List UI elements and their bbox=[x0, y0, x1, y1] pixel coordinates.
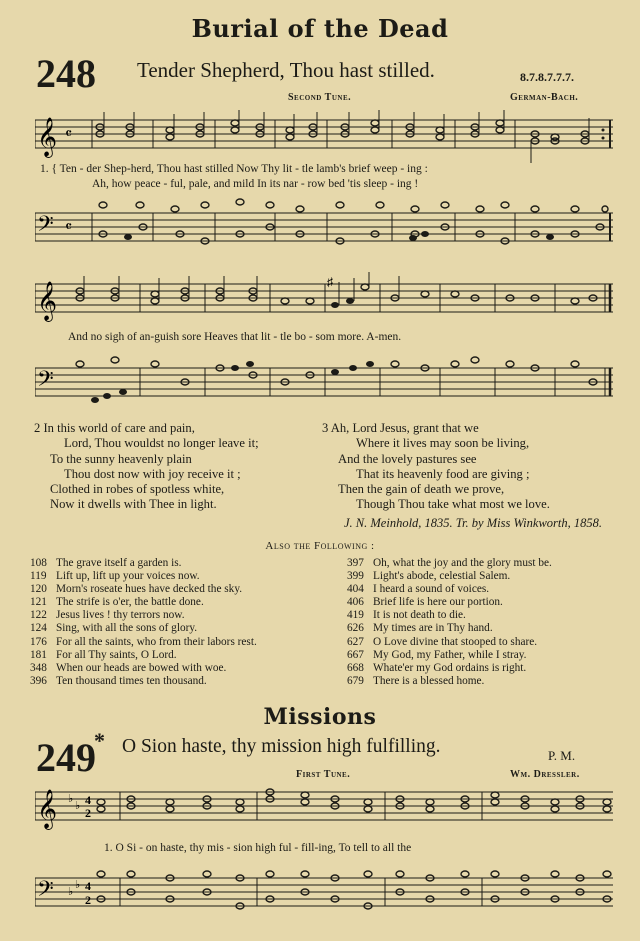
hymn-ref-title: When our heads are bowed with woe. bbox=[56, 661, 227, 674]
also-list-item bbox=[30, 557, 330, 570]
stanza-line: And the lovely pastures see bbox=[338, 451, 477, 466]
tune-label-249: First Tune. bbox=[296, 769, 351, 780]
also-list-item bbox=[347, 649, 640, 662]
svg-text:4: 4 bbox=[85, 879, 91, 893]
also-following-heading: Also the Following : bbox=[265, 540, 375, 552]
hymn-ref-title: My times are in Thy hand. bbox=[373, 622, 493, 635]
stanza-3 bbox=[322, 421, 622, 513]
hymn-ref-number: 668 bbox=[347, 661, 364, 674]
svg-text:𝄞: 𝄞 bbox=[37, 789, 58, 829]
svg-text:♭: ♭ bbox=[75, 879, 81, 891]
also-list-item bbox=[30, 636, 330, 649]
also-list-item bbox=[30, 609, 330, 622]
stanza-line: To the sunny heavenly plain bbox=[50, 451, 192, 466]
also-list-right bbox=[347, 557, 640, 688]
hymn-ref-title: Ten thousand times ten thousand. bbox=[56, 674, 207, 687]
hymn-ref-number: 399 bbox=[347, 570, 364, 583]
music-staff-treble-1 bbox=[35, 108, 613, 168]
svg-text:𝄞: 𝄞 bbox=[37, 281, 58, 321]
hymn-ref-title: For all Thy saints, O Lord. bbox=[56, 648, 177, 661]
hymn-ref-number: 108 bbox=[30, 557, 47, 569]
hymn-ref-title: It is not death to die. bbox=[373, 609, 466, 622]
svg-text:♭: ♭ bbox=[68, 793, 74, 805]
stanza-line: Then the gain of death we prove, bbox=[338, 482, 505, 497]
hymn-ref-title: For all the saints, who from their labors rest. bbox=[56, 635, 257, 648]
svg-text:4: 4 bbox=[85, 793, 91, 807]
music-staff-bass-249 bbox=[35, 860, 613, 920]
svg-text:2: 2 bbox=[85, 806, 91, 820]
also-list-item bbox=[347, 557, 640, 570]
hymn-ref-number: 119 bbox=[30, 570, 47, 583]
hymn-ref-title: Whate'er my God ordains is right. bbox=[373, 661, 527, 674]
also-list-item bbox=[30, 662, 330, 675]
lyric-248-line2: And no sigh of an-guish sore Heaves that lit - tle bo - som more. A-men. bbox=[68, 331, 402, 343]
hymn-ref-title: Sing, with all the sons of glory. bbox=[56, 622, 198, 635]
also-list-left bbox=[30, 557, 330, 688]
hymn-meter-249: P. M. bbox=[548, 748, 576, 763]
hymn-ref-number: 667 bbox=[347, 648, 364, 661]
svg-text:♭: ♭ bbox=[68, 886, 74, 898]
hymn-ref-number: 176 bbox=[30, 635, 47, 648]
also-list-item bbox=[347, 570, 640, 583]
hymn-ref-number: 122 bbox=[30, 609, 47, 622]
svg-text:♭: ♭ bbox=[75, 800, 81, 812]
hymn-ref-title: Jesus lives ! thy terrors now. bbox=[56, 609, 185, 622]
hymn-ref-number: 419 bbox=[347, 609, 364, 622]
stanza-2 bbox=[34, 421, 334, 513]
lyric-248-verse1-line2: Ah, how peace - ful, pale, and mild In its nar - row bed 'tis sleep - ing ! bbox=[92, 178, 419, 190]
also-list-item bbox=[347, 596, 640, 609]
hymn-ref-title: There is a blessed home. bbox=[373, 674, 485, 687]
lyric-249-line1: 1. O Si - on haste, thy mis - sion high ful - fill-ing, To tell to all the bbox=[104, 842, 412, 854]
also-list-item bbox=[30, 570, 330, 583]
stanza-line: 3 Ah, Lord Jesus, grant that we bbox=[322, 421, 479, 435]
stanza-line: Clothed in robes of spotless white, bbox=[50, 482, 225, 497]
svg-text:𝄴: 𝄴 bbox=[65, 124, 73, 143]
hymn-ref-title: Brief life is here our portion. bbox=[373, 596, 503, 609]
stanza-line: Lord, Thou wouldst no longer leave it; bbox=[64, 436, 259, 451]
also-list-item bbox=[347, 662, 640, 675]
section-heading-burial: Burial of the Dead bbox=[191, 14, 449, 43]
hymn-title-248: Tender Shepherd, Thou hast stilled. bbox=[137, 58, 435, 82]
hymn-mark-249: * bbox=[94, 728, 105, 753]
hymn-ref-title: O Love divine that stooped to share. bbox=[373, 635, 538, 648]
hymn-ref-number: 124 bbox=[30, 622, 47, 635]
stanza-line: Thou dost now with joy receive it ; bbox=[64, 466, 241, 481]
hymn-title-249: O Sion haste, thy mission high fulfilling. bbox=[122, 736, 441, 757]
hymn-ref-number: 121 bbox=[30, 596, 47, 609]
music-staff-treble-249 bbox=[35, 782, 613, 838]
stanza-line: Now it dwells with Thee in light. bbox=[50, 497, 217, 512]
also-list-item bbox=[347, 583, 640, 596]
also-list-item bbox=[30, 622, 330, 635]
tune-label-248: Second Tune. bbox=[288, 92, 352, 103]
composer-248: German-Bach. bbox=[510, 92, 579, 103]
stanza-line: That its heavenly food are giving ; bbox=[356, 466, 530, 481]
hymn-ref-title: Oh, what the joy and the glory must be. bbox=[373, 557, 552, 569]
hymn-ref-number: 406 bbox=[347, 596, 364, 609]
lyric-248-verse1-line1: 1. { Ten - der Shep-herd, Thou hast stilled Now Thy lit - tle lamb's brief weep - ing : bbox=[40, 163, 428, 175]
attribution-248: J. N. Meinhold, 1835. Tr. by Miss Winkworth, 1858. bbox=[344, 516, 602, 530]
bass-clef-icon: 𝄢 bbox=[37, 212, 54, 242]
hymn-ref-title: I heard a sound of voices. bbox=[373, 583, 490, 596]
stanza-line: Where it lives may soon be living, bbox=[356, 436, 530, 451]
music-staff-treble-2 bbox=[35, 272, 613, 332]
hymn-ref-number: 120 bbox=[30, 583, 47, 596]
music-staff-bass-1 bbox=[35, 195, 613, 257]
section-heading-missions: Missions bbox=[263, 704, 377, 730]
svg-text:𝄢: 𝄢 bbox=[37, 367, 54, 397]
composer-249: Wm. Dressler. bbox=[510, 769, 580, 780]
hymn-number-249: 249 bbox=[36, 735, 96, 780]
hymn-ref-title: The strife is o'er, the battle done. bbox=[56, 596, 204, 609]
also-list-item bbox=[347, 636, 640, 649]
hymn-ref-number: 181 bbox=[30, 648, 47, 661]
hymn-ref-number: 626 bbox=[347, 622, 364, 635]
also-list-item bbox=[30, 596, 330, 609]
stanza-line: 2 In this world of care and pain, bbox=[34, 421, 195, 435]
svg-text:2: 2 bbox=[85, 893, 91, 907]
also-list-item bbox=[347, 609, 640, 622]
hymn-ref-number: 348 bbox=[30, 661, 47, 674]
also-list-item bbox=[30, 649, 330, 662]
hymn-ref-title: Lift up, lift up your voices now. bbox=[56, 570, 200, 583]
hymn-meter-248: 8.7.8.7.7.7. bbox=[520, 70, 574, 84]
svg-text:𝄢: 𝄢 bbox=[37, 877, 54, 907]
also-list-item bbox=[30, 675, 330, 688]
also-list-item bbox=[347, 675, 640, 688]
treble-clef-icon: 𝄞 bbox=[37, 117, 58, 157]
hymn-number-248: 248 bbox=[36, 51, 96, 96]
hymn-ref-title: Morn's roseate hues have decked the sky. bbox=[56, 583, 243, 596]
svg-text:𝄴: 𝄴 bbox=[65, 217, 73, 236]
stanza-line: Though Thou take what most we love. bbox=[356, 497, 550, 512]
also-list-item bbox=[347, 622, 640, 635]
hymn-ref-number: 627 bbox=[347, 635, 364, 648]
hymn-ref-title: The grave itself a garden is. bbox=[56, 557, 182, 569]
hymn-ref-number: 396 bbox=[30, 674, 47, 687]
hymn-ref-number: 679 bbox=[347, 674, 364, 687]
hymn-ref-title: Light's abode, celestial Salem. bbox=[373, 570, 511, 583]
svg-text:♯: ♯ bbox=[327, 275, 333, 289]
hymn-ref-title: My God, my Father, while I stray. bbox=[373, 648, 527, 661]
music-staff-bass-2 bbox=[35, 350, 613, 414]
hymn-ref-number: 397 bbox=[347, 557, 364, 569]
hymn-ref-number: 404 bbox=[347, 583, 364, 596]
also-list-item bbox=[30, 583, 330, 596]
